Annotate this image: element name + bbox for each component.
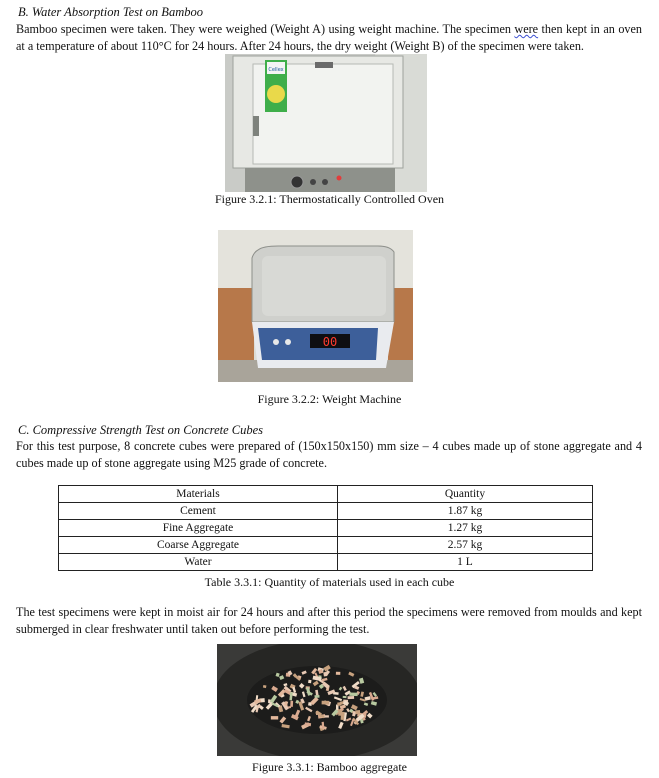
- table-header-quantity: Quantity: [338, 486, 593, 503]
- section-b-paragraph: [16, 21, 642, 55]
- oven-label-text: Cellex: [268, 67, 284, 73]
- table-cell-material: Cement: [59, 503, 338, 520]
- table-cell-quantity: 1.27 kg: [338, 520, 593, 537]
- table-cell-quantity: 2.57 kg: [338, 537, 593, 554]
- bamboo-piece: [336, 672, 340, 675]
- section-b-heading: B. Water Absorption Test on Bamboo: [18, 5, 203, 19]
- table-row: [59, 537, 593, 554]
- table-cell-material: Fine Aggregate: [59, 520, 338, 537]
- bamboo-piece: [348, 696, 355, 699]
- table-cell-material: Coarse Aggregate: [59, 537, 338, 554]
- bamboo-aggregate-photo: [217, 644, 417, 756]
- materials-table: [58, 485, 593, 571]
- weight-machine-illustration: [218, 230, 413, 382]
- bamboo-piece: [349, 692, 357, 696]
- table-row: [59, 503, 593, 520]
- weight-machine-photo: [218, 230, 413, 382]
- table-header-materials: Materials: [59, 486, 338, 503]
- oven-illustration: [225, 54, 427, 192]
- section-b-text-2: then kept in an oven at a temperature of about 110°C for 24 hours. After 24 hours, the dry weight (Weight B) of the specimen were taken.: [16, 22, 643, 53]
- final-paragraph: The test specimens were kept in moist air for 24 hours and after this period the specimens were removed from moulds and kept submerged in clear freshwater until taken out before performing the test.: [16, 605, 642, 636]
- bamboo-piece: [323, 672, 327, 677]
- table-row: [59, 520, 593, 537]
- bamboo-piece: [290, 701, 293, 707]
- bamboo-piece: [343, 696, 347, 698]
- table-cell-quantity: 1.87 kg: [338, 503, 593, 520]
- weight-machine-caption: Figure 3.2.2: Weight Machine: [257, 392, 402, 406]
- bamboo-aggregate-illustration: [217, 644, 417, 756]
- section-c-paragraph: For this test purpose, 8 concrete cubes were prepared of (150x150x150) mm size – 4 cubes made up of stone aggregate and 4 cubes made up of stone aggregate using M25 grade of concrete.: [16, 439, 642, 470]
- table-caption: Table 3.3.1: Quantity of materials used in each cube: [204, 575, 455, 589]
- bamboo-piece: [315, 695, 320, 698]
- oven-caption: Figure 3.2.1: Thermostatically Controlled Oven: [214, 192, 445, 206]
- bamboo-piece: [308, 680, 311, 684]
- oven-photo: [225, 54, 427, 192]
- table-row: [59, 554, 593, 571]
- spellcheck-flagged-word: were: [514, 22, 539, 36]
- table-header-row: [59, 486, 593, 503]
- bamboo-piece: [271, 716, 278, 719]
- section-b-text-1: Bamboo specimen were taken. They were weighed (Weight A) using weight machine. The specimen: [16, 22, 515, 36]
- table-cell-material: Water: [59, 554, 338, 571]
- bamboo-aggregate-caption: Figure 3.3.1: Bamboo aggregate: [252, 760, 407, 774]
- bamboo-piece: [338, 710, 342, 716]
- section-c-heading: C. Compressive Strength Test on Concrete Cubes: [18, 423, 264, 437]
- bamboo-piece: [322, 701, 330, 705]
- table-cell-quantity: 1 L: [338, 554, 593, 571]
- scale-display-reading: 00: [322, 335, 338, 349]
- bamboo-piece: [355, 710, 360, 714]
